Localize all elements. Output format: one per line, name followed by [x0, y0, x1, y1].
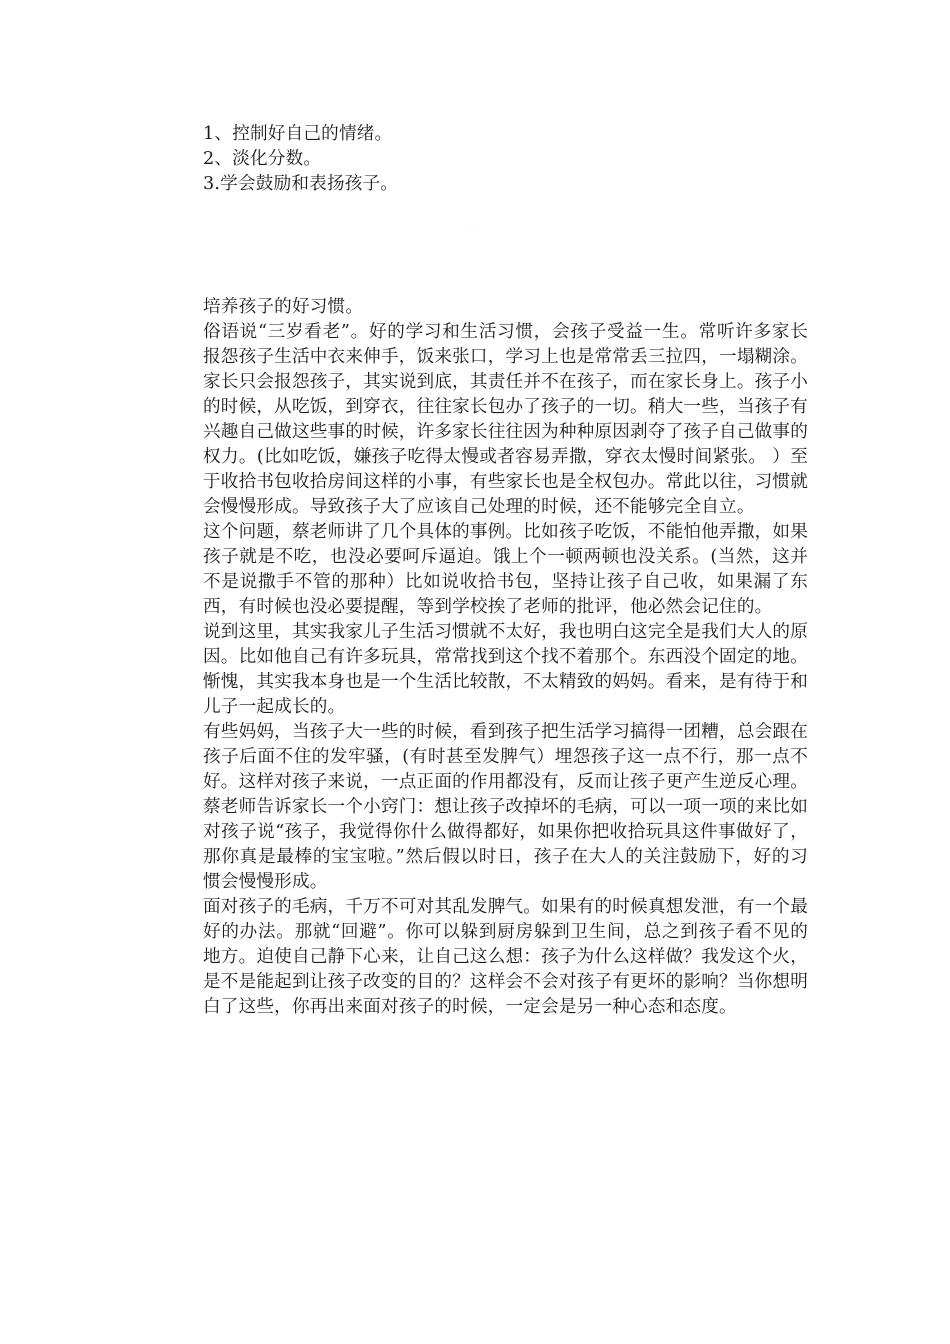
section-gap: [203, 197, 808, 295]
paragraph-5: 蔡老师告诉家长一个小窍门：想让孩子改掉坏的毛病，可以一项一项的来比如对孩子说“孩子，我觉得你什么做得都好，如果你把收拾玩具这件事做好了，那你真是最棒的宝宝啦。”然后假以时日，孩子在大人的关注鼓励下，好的习惯会慢慢形成。: [203, 797, 808, 892]
tip-item-3: 3.学会鼓励和表扬孩子。: [203, 174, 399, 194]
paragraph-4: 有些妈妈，当孩子大一些的时候，看到孩子把生活学习搞得一团糟，总会跟在孩子后面不住的发牢骚，(有时甚至发脾气）埋怨孩子这一点不行，那一点不好。这样对孩子来说，一点正面的作用都没有，反而让孩子更产生逆反心理。: [203, 722, 808, 792]
paragraph-2: 这个问题，蔡老师讲了几个具体的事例。比如孩子吃饭，不能怕他弄撒，如果孩子就是不吃，也没必要呵斥逼迫。饿上个一顿两顿也没关系。(当然，这并不是说撒手不管的那种）比如说收拾书包，坚持让孩子自己收，如果漏了东西，有时候也没必要提醒，等到学校挨了老师的批评，他必然会记住的。: [203, 522, 808, 617]
tip-item-2: 2、淡化分数。: [203, 149, 322, 169]
paragraph-3: 说到这里，其实我家儿子生活习惯就不太好，我也明白这完全是我们大人的原因。比如他自己有许多玩具，常常找到这个找不着那个。东西没个固定的地。惭愧，其实我本身也是一个生活比较散，不太精致的妈妈。看来，是有待于和儿子一起成长的。: [203, 622, 808, 717]
paragraph-1: 俗语说“三岁看老”。好的学习和生活习惯，会孩子受益一生。常听许多家长报怨孩子生活中衣来伸手，饭来张口，学习上也是常常丢三拉四，一塌糊涂。家长只会报怨孩子，其实说到底，其责任并不在孩子，而在家长身上。孩子小的时候，从吃饭，到穿衣，往往家长包办了孩子的一切。稍大一些，当孩子有兴趣自己做这些事的时候，许多家长往往因为种种原因剥夺了孩子自己做事的权力。(比如吃饭，嫌孩子吃得太慢或者容易弄撒，穿衣太慢时间紧张。 ）至于收拾书包收拾房间这样的小事，有些家长也是全权包办。常此以往，习惯就会慢慢形成。导致孩子大了应该自己处理的时候，还不能够完全自立。: [203, 322, 808, 517]
paragraph-6: 面对孩子的毛病，千万不可对其乱发脾气。如果有的时候真想发泄，有一个最好的办法。那就“回避”。你可以躲到厨房躲到卫生间，总之到孩子看不见的地方。迫使自己静下心来，让自己这么想：孩子为什么这样做？我发这个火，是不是能起到让孩子改变的目的？这样会不会对孩子有更坏的影响？当你想明白了这些，你再出来面对孩子的时候，一定会是另一种心态和态度。: [203, 897, 808, 1017]
section-heading: 培养孩子的好习惯。: [203, 297, 364, 317]
tips-list: [203, 122, 808, 197]
faint-watermark: · ·: [465, 226, 485, 235]
article-section: [203, 295, 808, 1020]
document-body: [203, 122, 808, 1020]
tip-item-1: 1、控制好自己的情绪。: [203, 124, 393, 144]
